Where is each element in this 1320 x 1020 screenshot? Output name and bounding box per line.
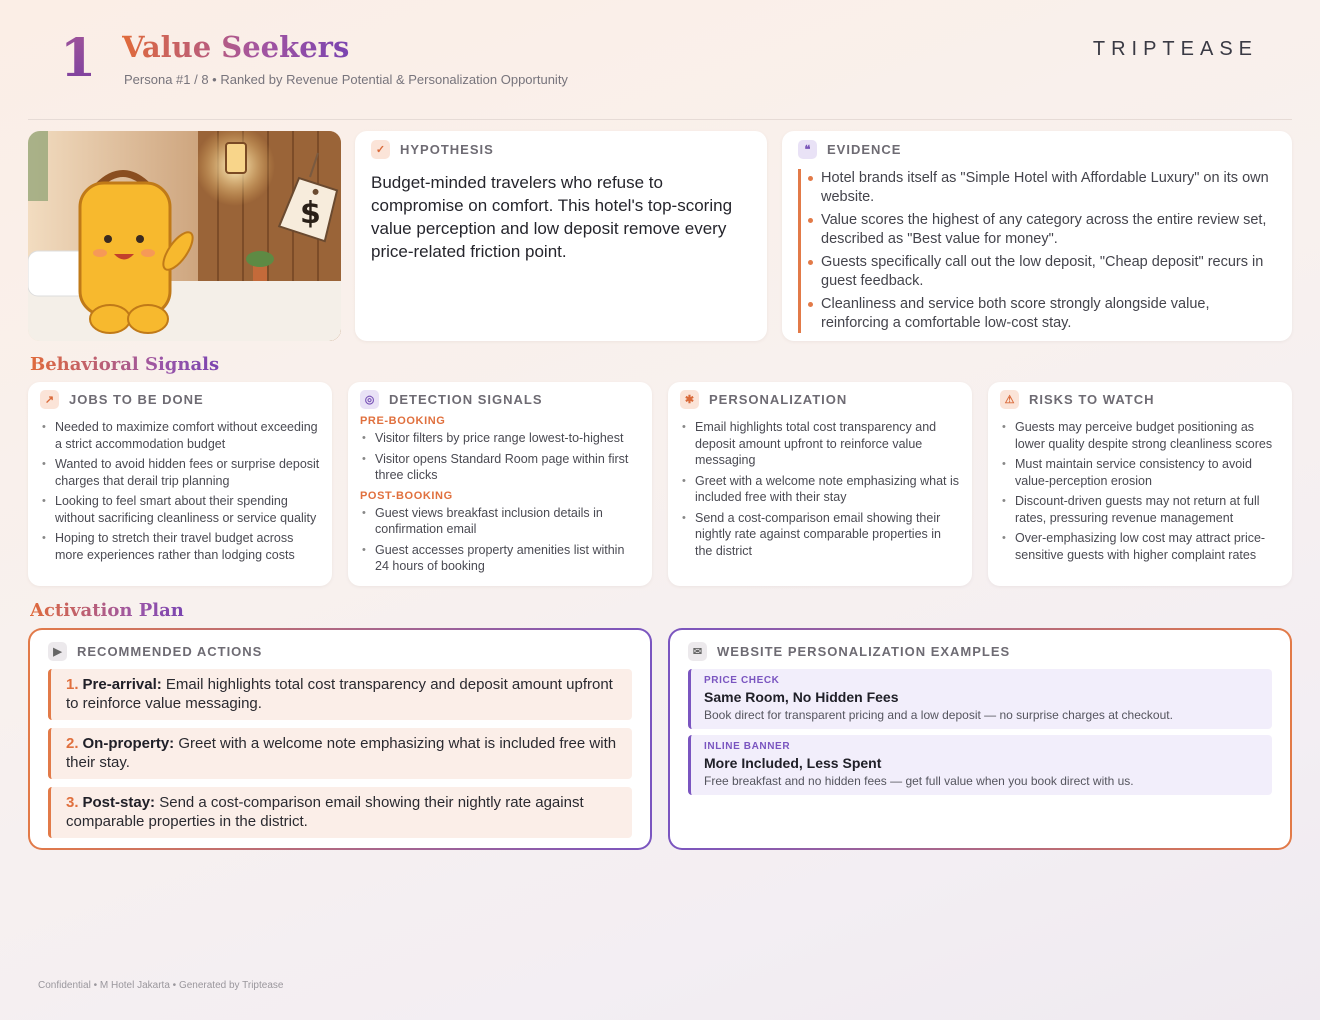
example-title: Same Room, No Hidden Fees xyxy=(704,689,899,705)
target-icon: ◎ xyxy=(360,390,379,409)
example-tag: INLINE BANNER xyxy=(704,741,791,752)
list-item: • Guest views breakfast inclusion details in confirmation email xyxy=(360,505,640,538)
list-item: Hotel brands itself as "Simple Hotel with Affordable Luxury" on its own website. xyxy=(821,169,1276,207)
list-item: • Discount-driven guests may not return at full rates, pressuring revenue management xyxy=(1000,493,1280,526)
risks-list xyxy=(1000,419,1280,563)
action-item xyxy=(48,669,632,720)
action-label: Post-stay: xyxy=(82,794,156,811)
examples-heading-row xyxy=(688,642,1272,661)
brand-logo: TRIPTEASE xyxy=(1092,38,1258,60)
action-number: 3. xyxy=(66,794,79,811)
list-item: • Email highlights total cost transparency and deposit amount upfront to reinforce value messaging xyxy=(680,419,960,469)
sparkle-icon: ✱ xyxy=(680,390,699,409)
jobs-heading: JOBS TO BE DONE xyxy=(69,392,204,407)
example-item xyxy=(688,735,1272,795)
hypothesis-text: Budget-minded travelers who refuse to compromise on comfort. This hotel's top-scoring value perception and low deposit remove every price-related friction point. xyxy=(371,173,733,261)
list-item: • Must maintain service consistency to avoid value-perception erosion xyxy=(1000,456,1280,489)
action-item xyxy=(48,787,632,838)
page-footer: Confidential • M Hotel Jakarta • Generated by Triptease xyxy=(38,980,284,991)
evidence-list xyxy=(798,169,1276,333)
personalization-card xyxy=(668,382,972,586)
risks-heading-row xyxy=(1000,390,1280,409)
risks-card xyxy=(988,382,1292,586)
action-text: Send a cost-comparison email showing their nightly rate against comparable properties in the district. xyxy=(66,794,584,830)
list-item: • Send a cost-comparison email showing their nightly rate against comparable properties in the district xyxy=(680,510,960,560)
page-subtitle: Persona #1 / 8 • Ranked by Revenue Potential & Personalization Opportunity xyxy=(124,72,568,87)
list-item: Value scores the highest of any category across the entire review set, described as "Best value for money". xyxy=(821,211,1276,249)
pre-booking-label: PRE-BOOKING xyxy=(360,415,446,427)
action-text: Email highlights total cost transparency and deposit amount upfront to reinforce value messaging. xyxy=(66,676,613,712)
hypothesis-card xyxy=(355,131,767,341)
action-text: Greet with a welcome note emphasizing what is included free with their stay. xyxy=(66,735,617,771)
activation-plan-title: Activation Plan xyxy=(30,600,184,621)
actions-heading-row xyxy=(48,642,632,661)
personalization-heading: PERSONALIZATION xyxy=(709,392,848,407)
evidence-heading-row xyxy=(798,140,1276,159)
website-examples-card xyxy=(668,628,1292,850)
actions-heading: RECOMMENDED ACTIONS xyxy=(77,644,263,659)
risks-heading: RISKS TO WATCH xyxy=(1029,392,1155,407)
warning-icon: ⚠ xyxy=(1000,390,1019,409)
action-item xyxy=(48,728,632,779)
play-icon: ▶ xyxy=(48,642,67,661)
jobs-heading-row xyxy=(40,390,320,409)
list-item: • Looking to feel smart about their spending without sacrificing cleanliness or service quality xyxy=(40,493,320,526)
page-title: Value Seekers xyxy=(122,30,350,64)
list-item: • Guest accesses property amenities list within 24 hours of booking xyxy=(360,542,640,575)
hypothesis-heading-row xyxy=(371,140,751,159)
jobs-card xyxy=(28,382,332,586)
persona-rank: 1 xyxy=(60,28,97,89)
action-label: On-property: xyxy=(82,735,175,752)
hypothesis-heading: HYPOTHESIS xyxy=(400,142,494,157)
list-item: Cleanliness and service both score strongly alongside value, reinforcing a comfortable low-cost stay. xyxy=(821,295,1276,333)
quote-icon: ❝ xyxy=(798,140,817,159)
example-description: Book direct for transparent pricing and a low deposit — no surprise charges at checkout. xyxy=(704,708,1173,722)
arrow-up-right-icon: ↗ xyxy=(40,390,59,409)
personalization-heading-row xyxy=(680,390,960,409)
detection-heading: DETECTION SIGNALS xyxy=(389,392,543,407)
example-tag: PRICE CHECK xyxy=(704,675,780,686)
envelope-icon: ✉ xyxy=(688,642,707,661)
list-item: • Needed to maximize comfort without exceeding a strict accommodation budget xyxy=(40,419,320,452)
examples-heading: WEBSITE PERSONALIZATION EXAMPLES xyxy=(717,644,1011,659)
list-item: • Wanted to avoid hidden fees or surprise deposit charges that derail trip planning xyxy=(40,456,320,489)
list-item: • Guests may perceive budget positioning as lower quality despite strong cleanliness scores xyxy=(1000,419,1280,452)
suitcase-illustration xyxy=(28,131,341,341)
detection-card xyxy=(348,382,652,586)
example-title: More Included, Less Spent xyxy=(704,755,882,771)
checkmark-icon: ✓ xyxy=(371,140,390,159)
pre-booking-list xyxy=(360,430,640,484)
example-item xyxy=(688,669,1272,729)
action-label: Pre-arrival: xyxy=(82,676,162,693)
action-number: 1. xyxy=(66,676,79,693)
evidence-heading: EVIDENCE xyxy=(827,142,902,157)
personalization-list xyxy=(680,419,960,559)
action-number: 2. xyxy=(66,735,79,752)
persona-illustration xyxy=(28,131,341,341)
list-item: • Visitor filters by price range lowest-to-highest xyxy=(360,430,640,447)
list-item: • Greet with a welcome note emphasizing what is included free with their stay xyxy=(680,473,960,506)
list-item: • Visitor opens Standard Room page within first three clicks xyxy=(360,451,640,484)
behavioral-signals-title: Behavioral Signals xyxy=(30,354,220,375)
evidence-card xyxy=(782,131,1292,341)
recommended-actions-card xyxy=(28,628,652,850)
example-description: Free breakfast and no hidden fees — get full value when you book direct with us. xyxy=(704,774,1134,788)
post-booking-list xyxy=(360,505,640,575)
detection-heading-row xyxy=(360,390,640,409)
post-booking-label: POST-BOOKING xyxy=(360,489,453,502)
list-item: • Hoping to stretch their travel budget across more experiences rather than lodging costs xyxy=(40,530,320,563)
dollar-tag-icon: $ xyxy=(300,196,321,231)
page-header xyxy=(28,26,1292,120)
list-item: Guests specifically call out the low deposit, "Cheap deposit" recurs in guest feedback. xyxy=(821,253,1276,291)
list-item: • Over-emphasizing low cost may attract price-sensitive guests with higher complaint rates xyxy=(1000,530,1280,563)
jobs-list xyxy=(40,419,320,563)
